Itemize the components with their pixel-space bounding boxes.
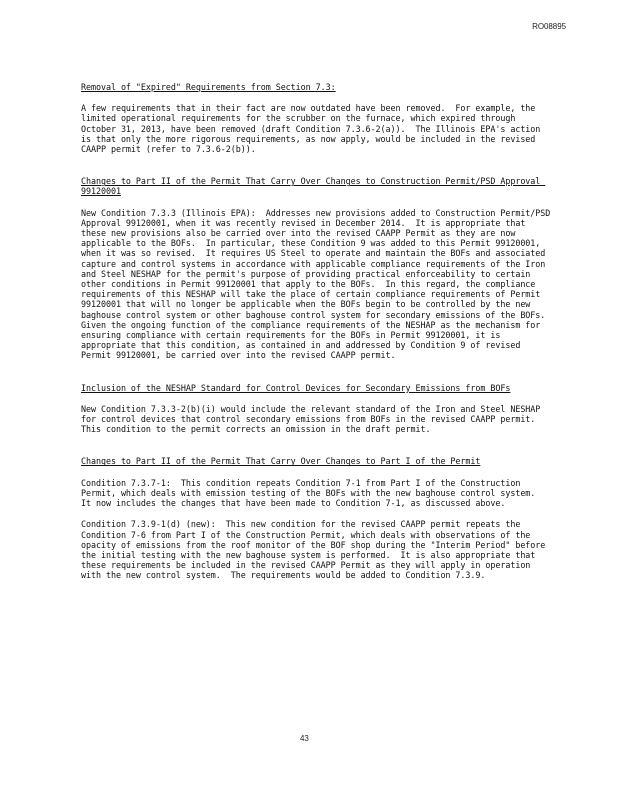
section-heading: Changes to Part II of the Permit That Carry Over Changes to Part I of the Permit [81, 456, 481, 467]
section-paragraph: New Condition 7.3.3 (Illinois EPA): Addresses new provisions added to Construction Permit/PSD Approval 99120001, when it was recently revised in December 2014. It is appropriate that these new provisions also be carried over into the revised CAAPP Permit as they are now applicable to the BOFs. In particular, these Condition 9 was added to this Permit 99120001, when it was so revised. It requires US Steel to operate and maintain the BOFs and associated capture and control systems in accordance with applicable compliance requirements of the Iron and Steel NESHAP for the permit's purpose of providing practical enforceability to certain other conditions in Permit 99120001 that apply to the BOFs. In this regard, the compliance requirements of this NESHAP will take the place of certain compliance requirements of Permit 99120001 that will no longer be applicable when the BOFs begin to be controlled by the new baghouse control system or other baghouse control system for secondary emissions of the BOFs. Given the ongoing function of the compliance requirements of the NESHAP as the mechanism for ensuring compliance with certain requirements for the BOFs in Permit 99120001, it is appropriate that this condition, as contained in and addressed by Condition 9 of revised Permit 99120001, be carried over into the revised CAAPP permit. [81, 207, 556, 361]
section-heading: Changes to Part II of the Permit That Carry Over Changes to Construction Permit/PSD Approval 99120001 [81, 176, 546, 197]
section-paragraph: New Condition 7.3.3-2(b)(i) would include the relevant standard of the Iron and Steel NESHAP for control devices that control secondary emissions from BOFs in the revised CAAPP permit. This condition to the permit corrects an omission in the draft permit. [81, 403, 546, 435]
section-paragraph: A few requirements that in their fact are now outdated have been removed. For example, the limited operational requirements for the scrubber on the furnace, which expired through October 31, 2013, have been removed (draft Condition 7.3.6-2(a)). The Illinois EPA's action is that only the more rigorous requirements, as now apply, would be included in the revised CAAPP permit (refer to 7.3.6-2(b)). [81, 103, 546, 155]
section-paragraph: Condition 7.3.7-1: This condition repeats Condition 7-1 from Part I of the Construction Permit, which deals with emission testing of the BOFs with the new baghouse control system. It now includes the changes that have been made to Condition 7-1, as discussed above. [81, 477, 546, 509]
section-heading: Removal of "Expired" Requirements from Section 7.3: [81, 82, 336, 92]
document-body [81, 82, 556, 581]
section-paragraph: Condition 7.3.9-1(d) (new): This new condition for the revised CAAPP permit repeats the Condition 7-6 from Part I of the Construction Permit, which deals with observations of the opacity of emissions from the roof monitor of the BOF shop during the "Interim Period" before the initial testing with the new baghouse system is performed. It is also appropriate that these requirements be included in the revised CAAPP Permit as they will apply in operation with the new control system. The requirements would be added to Condition 7.3.9. [81, 519, 551, 581]
page-number: 43 [300, 734, 309, 743]
section-heading: Inclusion of the NESHAP Standard for Control Devices for Secondary Emissions from BOFs [81, 382, 511, 393]
document-id: RO08895 [532, 22, 566, 31]
